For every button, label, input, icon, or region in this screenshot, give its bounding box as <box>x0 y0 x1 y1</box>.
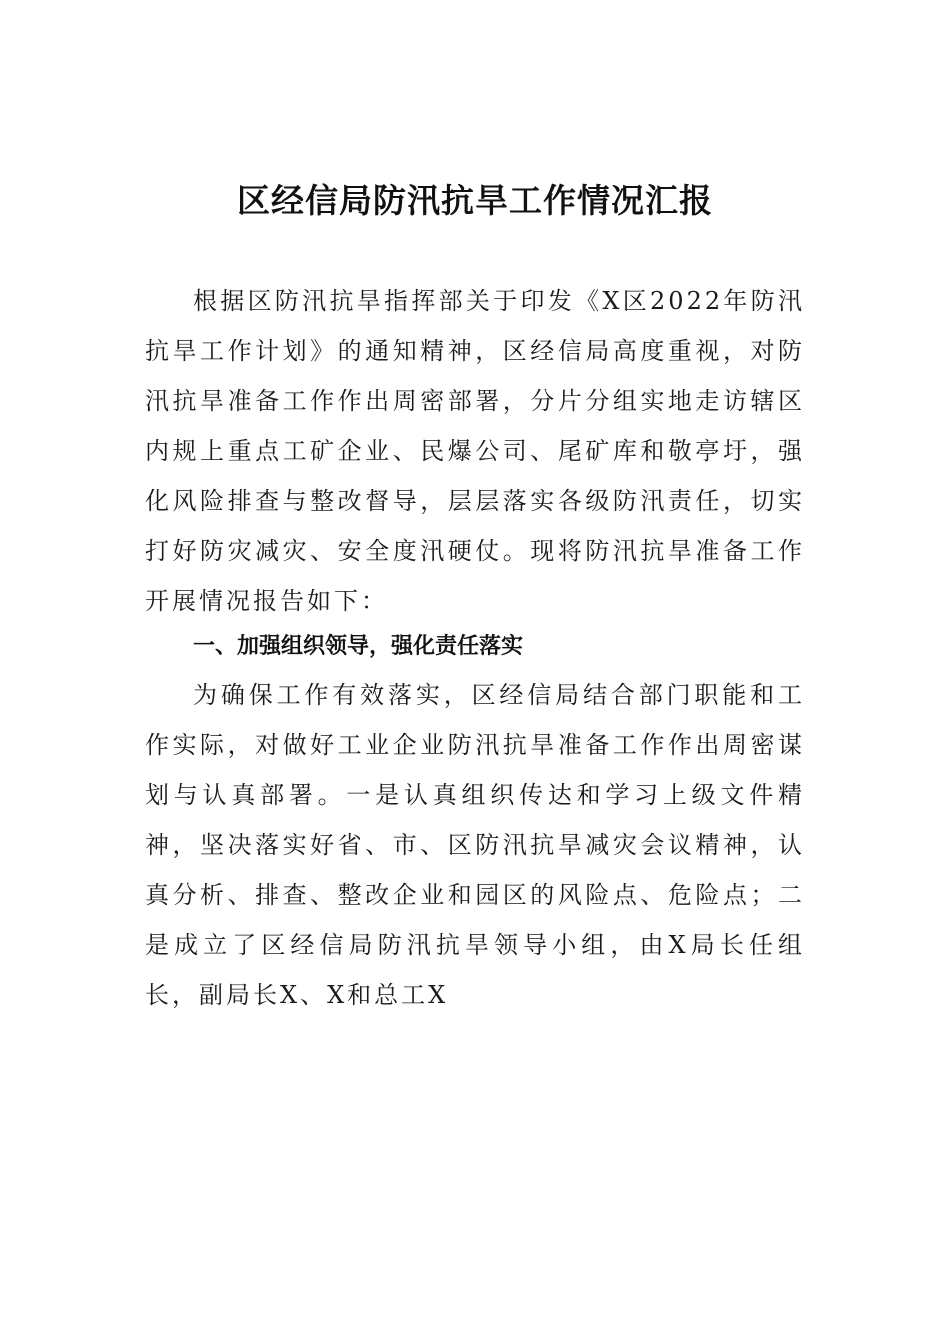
intro-paragraph: 根据区防汛抗旱指挥部关于印发《X区2022年防汛抗旱工作计划》的通知精神，区经信局高度重视，对防汛抗旱准备工作作出周密部署，分片分组实地走访辖区内规上重点工矿企业、民爆公司、尾矿库和敬亭圩，强化风险排查与整改督导，层层落实各级防汛责任，切实打好防灾减灾、安全度汛硬仗。现将防汛抗旱准备工作开展情况报告如下： <box>145 287 805 615</box>
document-title: 区经信局防汛抗旱工作情况汇报 <box>237 181 713 220</box>
section-paragraph: 为确保工作有效落实，区经信局结合部门职能和工作实际，对做好工业企业防汛抗旱准备工作作出周密谋划与认真部署。一是认真组织传达和学习上级文件精神，坚决落实好省、市、区防汛抗旱减灾会议精神，认真分析、排查、整改企业和园区的风险点、危险点；二是成立了区经信局防汛抗旱领导小组，由X局长任组长，副局长X、X和总工X <box>145 681 805 1009</box>
section-heading: 一、加强组织领导，强化责任落实 <box>193 634 524 659</box>
